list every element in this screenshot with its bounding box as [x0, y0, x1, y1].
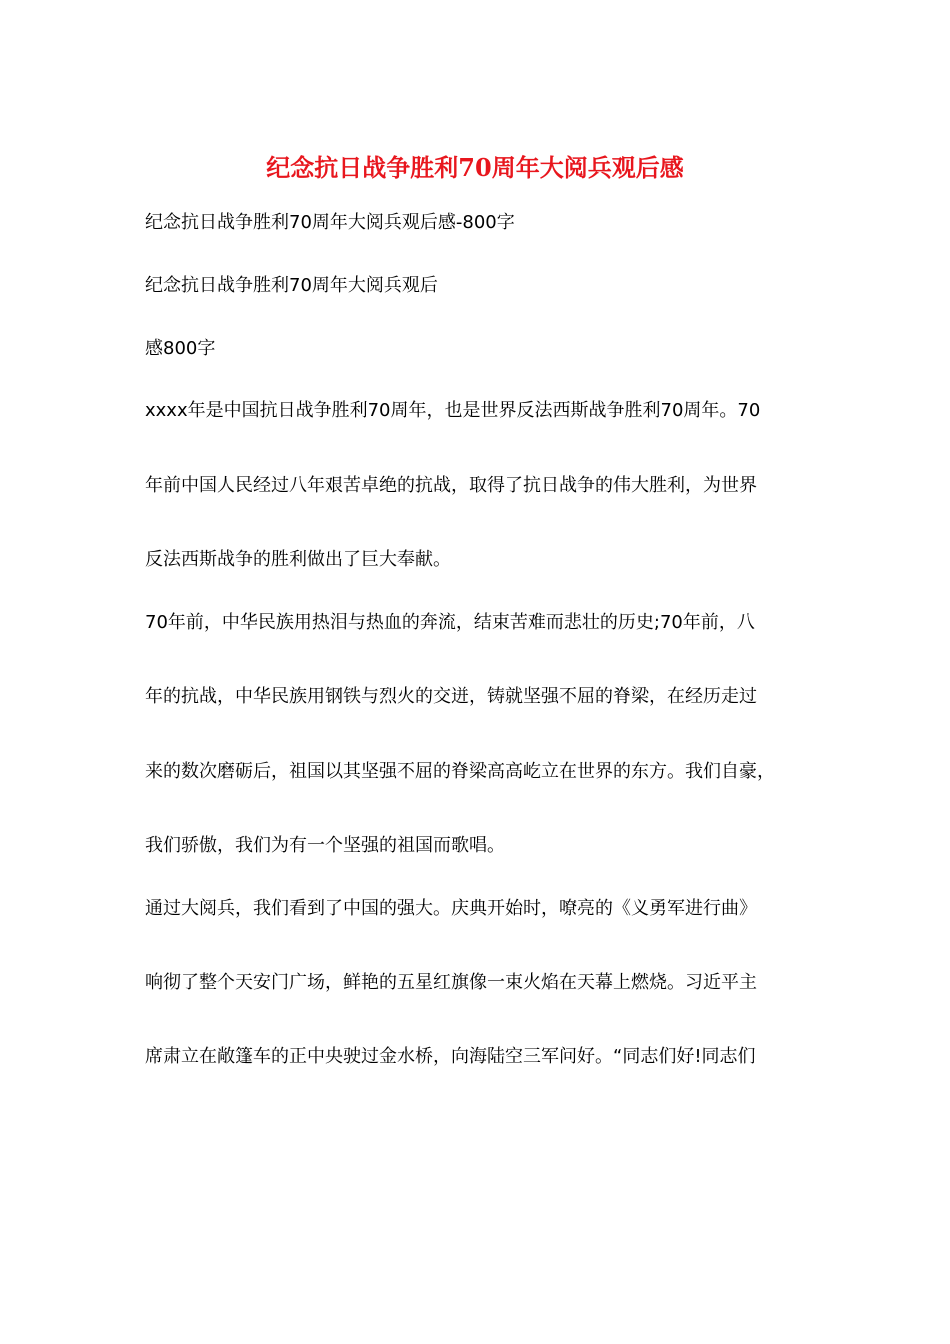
paragraph-1-line-1: xxxx年是中国抗日战争胜利70周年，也是世界反法西斯战争胜利70周年。70 [145, 400, 761, 421]
paragraph-1-line-2: 年前中国人民经过八年艰苦卓绝的抗战，取得了抗日战争的伟大胜利，为世界 [145, 475, 757, 496]
paragraph-2-line-1: 70年前，中华民族用热泪与热血的奔流，结束苦难而悲壮的历史;70年前，八 [145, 612, 755, 633]
heading-line-2: 感800字 [145, 338, 216, 359]
paragraph-3-line-1: 通过大阅兵，我们看到了中国的强大。庆典开始时，嘹亮的《义勇军进行曲》 [145, 898, 757, 919]
document-title: 纪念抗日战争胜利70周年大阅兵观后感 [266, 153, 684, 182]
paragraph-2-line-3: 来的数次磨砺后，祖国以其坚强不屈的脊梁高高屹立在世界的东方。我们自豪， [145, 761, 775, 782]
paragraph-3-line-3: 席肃立在敞篷车的正中央驶过金水桥，向海陆空三军问好。“同志们好!同志们 [145, 1046, 756, 1067]
paragraph-2-line-4: 我们骄傲，我们为有一个坚强的祖国而歌唱。 [145, 835, 505, 856]
subtitle-line: 纪念抗日战争胜利70周年大阅兵观后感-800字 [145, 212, 515, 233]
paragraph-3-line-2: 响彻了整个天安门广场，鲜艳的五星红旗像一束火焰在天幕上燃烧。习近平主 [145, 972, 757, 993]
paragraph-1-line-3: 反法西斯战争的胜利做出了巨大奉献。 [145, 549, 451, 570]
heading-line-1: 纪念抗日战争胜利70周年大阅兵观后 [145, 275, 438, 296]
paragraph-2-line-2: 年的抗战，中华民族用钢铁与烈火的交迸，铸就坚强不屈的脊梁，在经历走过 [145, 686, 757, 707]
